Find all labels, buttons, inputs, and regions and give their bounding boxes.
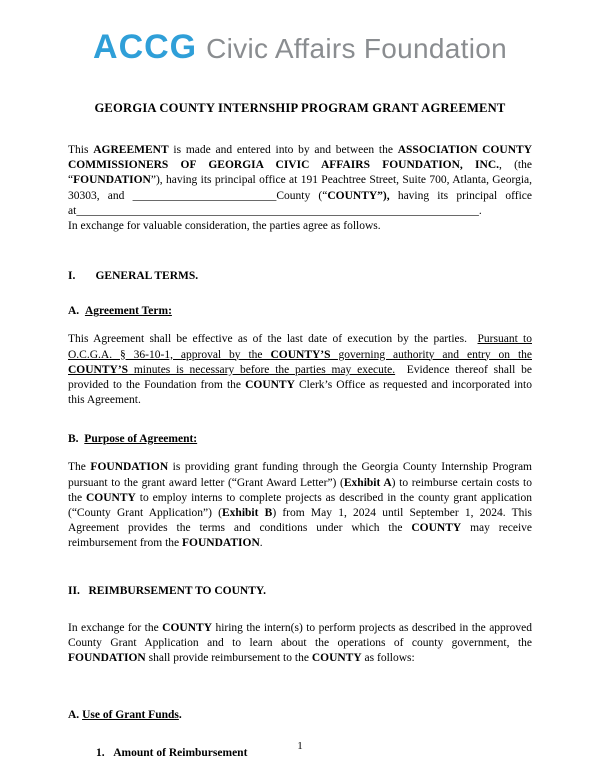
agreement-term-paragraph: This Agreement shall be effective as of the last date of execution by the parties. Pursuant to O.C.G.A. § 36-10-1, approval by the COUNTY’S governing authority and entry on the COUNTY’S minutes is necessary before the parties may execute. Evidence thereof shall be provided to the Foundation from the COUNTY Clerk’s Office as requested and incorporated into this Agreement. [68,333,533,407]
section-1-heading: I. GENERAL TERMS. [68,270,199,283]
accg-logo: ACCG [93,28,198,66]
page-number: 1 [297,740,303,752]
purpose-of-agreement-paragraph: The FOUNDATION is providing grant funding through the Georgia County Internship Program pursuant to the grant award letter (“Grant Award Letter”) (Exhibit A) to reimburse certain costs to the COUNTY to employ interns to complete projects as described in the county grant application (“County Grant Application”) (Exhibit B) from May 1, 2024 until September 1, 2024. This Agreement provides the terms and conditions under which the COUNTY may receive reimbursement from the FOUNDATION. [68,461,533,550]
use-of-grant-funds-heading: A. Use of Grant Funds. [68,709,182,722]
purpose-of-agreement-heading: B. Purpose of Agreement: [68,433,198,446]
intro-follow-paragraph: In exchange for valuable consideration, the parties agree as follows. [68,219,381,232]
intro-paragraph: This AGREEMENT is made and entered into by and between the ASSOCIATION COUNTY COMMISSIONERS OF GEORGIA CIVIC AFFAIRS FOUNDATION, INC., (the “FOUNDATION”), having its principal office at 191 Peachtree Street, Suite 700, Atlanta, Georgia, 30303, and _________________________County (“COUNTY”), having its principal office at______________________________________________________________________. [68,144,532,217]
amount-of-reimbursement-heading: 1. Amount of Reimbursement [96,747,248,760]
logo [68,28,532,67]
reimbursement-paragraph: In exchange for the COUNTY hiring the intern(s) to perform projects as described in the approved County Grant Application and to learn about the operations of county government, the FOUNDATION shall provide reimbursement to the COUNTY as follows: [68,621,532,664]
agreement-term-heading: A. Agreement Term: [68,305,172,318]
document-title: GEORGIA COUNTY INTERNSHIP PROGRAM GRANT AGREEMENT [94,101,506,115]
logo-subtitle: Civic Affairs Foundation [206,33,507,64]
section-2-heading: II. REIMBURSEMENT TO COUNTY. [68,585,266,598]
